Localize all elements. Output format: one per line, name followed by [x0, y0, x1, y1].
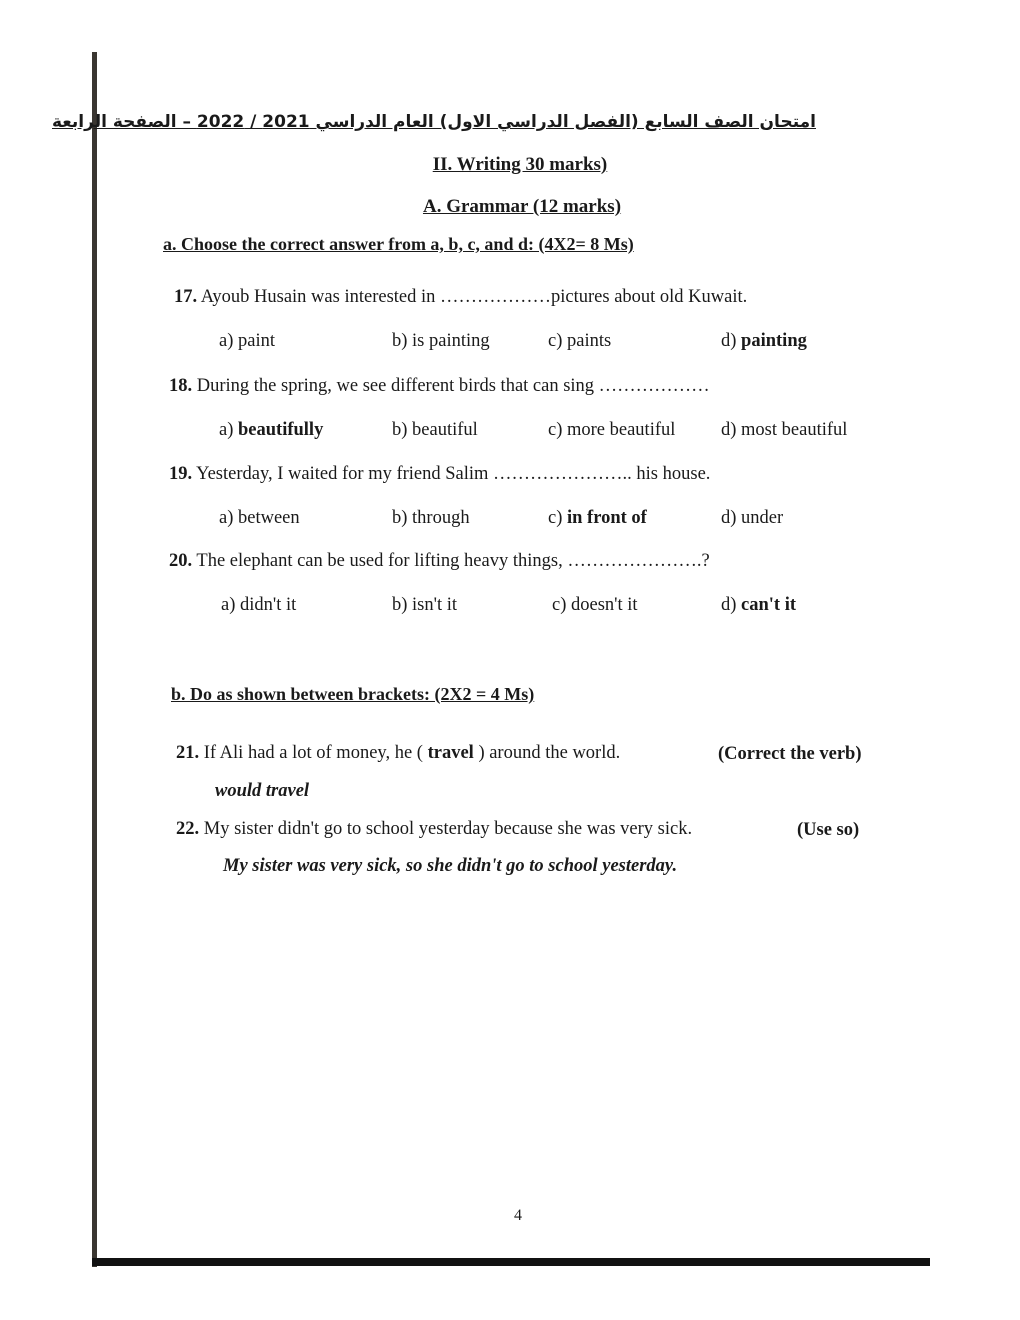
- option-a: a) between: [219, 508, 300, 528]
- option-b: b) is painting: [392, 331, 490, 351]
- option-b: b) beautiful: [392, 420, 478, 440]
- option-a-correct: a) beautifully: [219, 420, 324, 440]
- option-c: c) doesn't it: [552, 595, 638, 615]
- section-title: II. Writing 30 marks): [432, 154, 608, 175]
- option-d-correct: d) painting: [721, 331, 807, 351]
- q21-answer: would travel: [215, 781, 310, 801]
- question-number: 22.: [176, 819, 200, 839]
- scan-bottom-edge: [92, 1258, 930, 1266]
- question-text: During the spring, we see different birds that can sing ………………: [196, 376, 710, 396]
- option-c: c) more beautiful: [548, 420, 676, 440]
- question-22: 22. My sister didn't go to school yesterday because she was very sick.: [176, 819, 693, 839]
- verb-to-correct: travel: [427, 743, 474, 763]
- option-b: b) isn't it: [392, 595, 458, 615]
- q22-answer: My sister was very sick, so she didn't go to school yesterday.: [223, 856, 678, 876]
- option-d-correct: d) can't it: [721, 595, 797, 615]
- question-text: Yesterday, I waited for my friend Salim ………………….. his house.: [196, 464, 711, 484]
- question-20: [169, 551, 710, 572]
- question-number: 19.: [169, 464, 193, 484]
- part-b-instruction: b. Do as shown between brackets: (2X2 = 4 Ms): [171, 684, 535, 704]
- option-b: b) through: [392, 508, 470, 528]
- option-c: c) paints: [548, 331, 612, 351]
- option-a: a) paint: [219, 331, 275, 351]
- question-19: [169, 464, 710, 485]
- scan-left-edge: [92, 52, 97, 1267]
- subsection-title: A. Grammar (12 marks): [422, 196, 622, 217]
- q21-instruction: (Correct the verb): [718, 744, 862, 764]
- question-17: [174, 287, 747, 308]
- question-number: 18.: [169, 376, 193, 396]
- question-18: [169, 376, 710, 397]
- option-c-correct: c) in front of: [548, 508, 647, 528]
- part-a-instruction: a. Choose the correct answer from a, b, c, and d: (4X2= 8 Ms): [163, 234, 634, 254]
- question-text: The elephant can be used for lifting heavy things, ………………….?: [196, 551, 710, 571]
- option-d: d) most beautiful: [721, 420, 848, 440]
- question-21: 21. If Ali had a lot of money, he ( travel ) around the world.: [176, 743, 621, 763]
- option-a: a) didn't it: [221, 595, 297, 615]
- page-number: 4: [514, 1207, 522, 1224]
- q22-instruction: (Use so): [797, 820, 860, 840]
- question-number: 21.: [176, 743, 200, 763]
- option-d: d) under: [721, 508, 784, 528]
- question-number: 20.: [169, 551, 193, 571]
- arabic-exam-header: امتحان الصف السابع (الفصل الدراسي الاول) العام الدراسي 2021 / 2022 – الصفحة الرابعة: [52, 112, 816, 132]
- question-number: 17.: [174, 287, 198, 307]
- question-text: Ayoub Husain was interested in ………………pictures about old Kuwait.: [200, 287, 748, 307]
